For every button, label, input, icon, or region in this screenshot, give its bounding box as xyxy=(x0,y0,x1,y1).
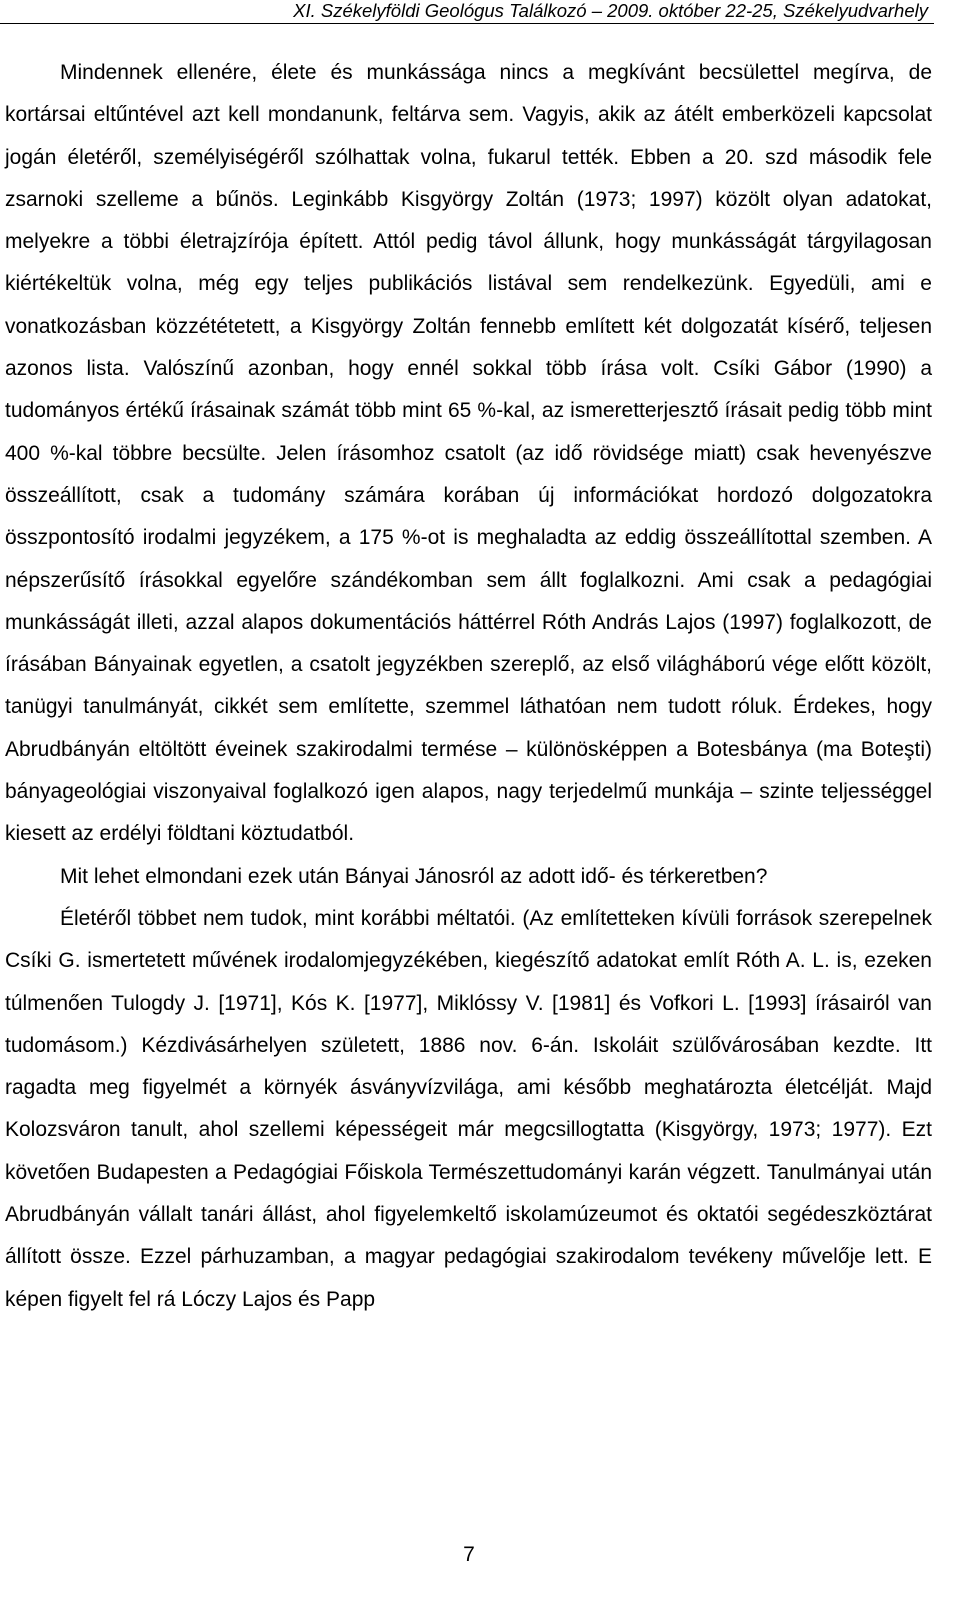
header-title: XI. Székelyföldi Geológus Találkozó – 2009. október 22-25, Székelyudvarhely xyxy=(293,0,928,21)
paragraph: Életéről többet nem tudok, mint korábbi méltatói. (Az említetteken kívüli források szerepelnek Csíki G. ismertetett művének irodalomjegyzékében, kiegészítő adatokat említ Róth A. L. is, ezeken túlmenően Tulogdy J. [1971], Kós K. [1977], Miklóssy V. [1981] és Vofkori L. [1993] írásairól van tudomásom.) Kézdivásárhelyen született, 1886 nov. 6-án. Iskoláit szülővárosában kezdte. Itt ragadta meg figyelmét a környék ásványvízvilága, ami később meghatározta életcélját. Majd Kolozsváron tanult, ahol szellemi képességeit már megcsillogtatta (Kisgyörgy, 1973; 1977). Ezt követően Budapesten a Pedagógiai Főiskola Természettudományi karán végzett. Tanulmányai után Abrudbányán vállalt tanári állást, ahol figyelemkeltő iskolamúzeumot és oktatói segédeszköztárat állított össze. Ezzel párhuzamban, a magyar pedagógiai szakirodalom tevékeny művelője lett. E képen figyelt fel rá Lóczy Lajos és Papp xyxy=(5,906,932,1311)
paragraph: Mit lehet elmondani ezek után Bányai Jánosról az adott idő- és térkeretben? xyxy=(60,864,768,888)
document-body xyxy=(5,52,932,1321)
header-divider xyxy=(0,23,934,24)
paragraph: Mindennek ellenére, élete és munkássága nincs a megkívánt becsülettel megírva, de kortársai eltűntével azt kell mondanunk, feltárva sem. Vagyis, akik az átélt emberközeli kapcsolat jogán életéről, személyiségéről szólhattak volna, fukarul tették. Ebben a 20. szd második fele zsarnoki szelleme a bűnös. Leginkább Kisgyörgy Zoltán (1973; 1997) közölt olyan adatokat, melyekre a többi életrajzírója épített. Attól pedig távol állunk, hogy munkásságát tárgyilagosan kiértékeltük volna, még egy teljes publikációs listával sem rendelkezünk. Egyedüli, ami e vonatkozásban közzététetett, a Kisgyörgy Zoltán fennebb említett két dolgozatát kísérő, teljesen azonos lista. Valószínű azonban, hogy ennél sokkal több írása volt. Csíki Gábor (1990) a tudományos értékű írásainak számát több mint 65 %-kal, az ismeretterjesztő írásait pedig több mint 400 %-kal többre becsülte. Jelen írásomhoz csatolt (az idő rövidsége miatt) csak hevenyészve összeállított, csak a tudomány számára korában új információkat hordozó dolgozatokra összpontosító irodalmi jegyzékem, a 175 %-ot is meghaladta az eddig összeállítottal szemben. A népszerűsítő írásokkal egyelőre szándékomban sem állt foglalkozni. Ami csak a pedagógiai munkásságát illeti, azzal alapos dokumentációs háttérrel Róth András Lajos (1997) foglalkozott, de írásában Bányainak egyetlen, a csatolt jegyzékben szereplő, az első világháború vége előtt közölt, tanügyi tanulmányát, cikkét sem említette, szemmel láthatóan nem tudott róluk. Érdekes, hogy Abrudbányán eltöltött éveinek szakirodalmi termése – különösképpen a Botesbánya (ma Boteşti) bányageológiai viszonyaival foglalkozó igen alapos, nagy terjedelmű munkája – szinte teljességgel kiesett az erdélyi földtani köztudatból. xyxy=(5,61,932,846)
running-header xyxy=(0,0,960,24)
page-number: 7 xyxy=(463,1543,475,1566)
